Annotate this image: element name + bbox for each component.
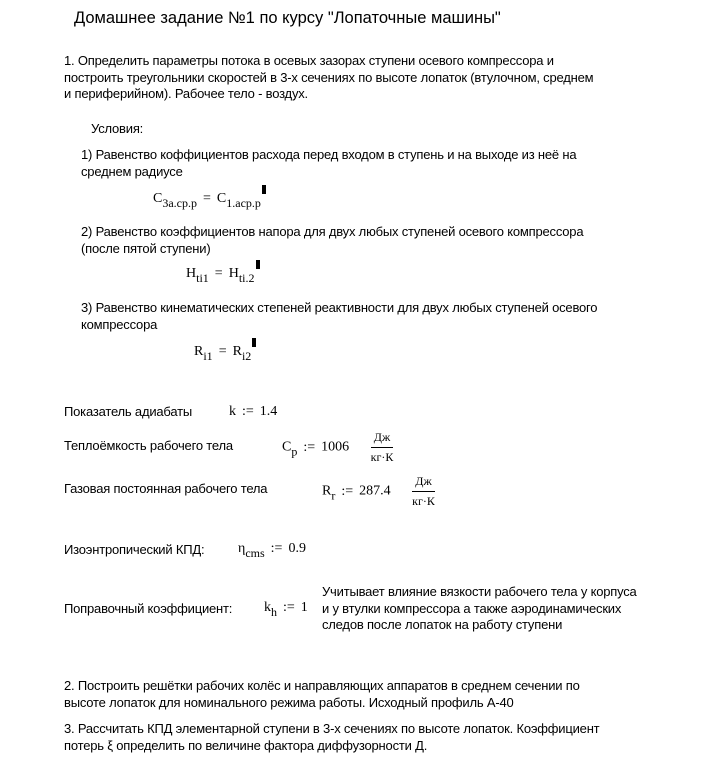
eq-rhs: R [232, 344, 242, 359]
condition-1-line: 1) Равенство коффициентов расхода перед входом в ступень и на выходе из неё на [81, 147, 577, 162]
task-1-line: построить треугольники скоростей в 3-х сечениях по высоте лопаток (втулочном, среднем [64, 69, 594, 85]
eq-lhs: H [186, 266, 197, 281]
param-kh-definition[interactable] [264, 600, 308, 620]
param-cp-label: Теплоёмкость рабочего тела [64, 438, 233, 453]
eq-lhs-sub: ti1 [196, 271, 209, 285]
eq-lhs-sub: i1 [203, 349, 213, 363]
param-k-label: Показатель адиабаты [64, 404, 193, 419]
task-2-line: высоте лопаток для номинального режима работы. Исходный профиль А-40 [64, 694, 514, 710]
condition-2-line: 2) Равенство коэффициентов напора для двух любых ступеней осевого компрессора [81, 224, 584, 239]
task-3-line: 3. Рассчитать КПД элементарной ступени в 3-х сечениях по высоте лопаток. Коэффициент [64, 721, 600, 736]
task-1 [64, 53, 593, 103]
param-rg-definition[interactable] [322, 474, 435, 509]
unit-fraction [412, 474, 435, 509]
note-line: Учитывает влияние вязкости рабочего тела у корпуса [322, 584, 637, 599]
assign-op: := [270, 541, 283, 556]
eq-rhs: H [228, 266, 239, 281]
var-name: k [229, 404, 236, 419]
equation-reaction-degree[interactable] [194, 344, 256, 364]
task-3 [64, 721, 599, 754]
var-value: 1006 [321, 439, 350, 455]
var-value: 1.4 [259, 404, 278, 419]
condition-1-line: среднем радиусе [81, 163, 183, 179]
eq-lhs: R [194, 344, 204, 359]
note-line: и у втулки компрессора а также аэродинамических [322, 600, 622, 616]
param-kh-label: Поправочный коэффициент: [64, 601, 233, 616]
param-cp-definition[interactable] [282, 430, 393, 465]
note-line: следов после лопаток на работу ступени [322, 617, 563, 632]
var-sub: cms [245, 546, 265, 560]
var-name: C [282, 439, 292, 455]
unit-num: Дж [412, 474, 434, 492]
eq-rhs: C [216, 191, 227, 206]
param-kh-note [322, 584, 637, 634]
condition-2-line: (после пятой ступени) [81, 240, 211, 256]
eq-op: = [214, 266, 223, 281]
text-cursor-icon [262, 185, 266, 194]
assign-op: := [283, 600, 295, 615]
var-name: k [264, 600, 271, 615]
eq-rhs-sub: ti.2 [238, 271, 255, 285]
assign-op: := [303, 439, 316, 455]
eq-op: = [203, 191, 211, 206]
param-rg-label: Газовая постоянная рабочего тела [64, 481, 268, 496]
condition-3 [81, 300, 597, 333]
eq-op: = [218, 344, 227, 359]
page-title: Домашнее задание №1 по курсу "Лопаточные машины" [74, 9, 501, 27]
assign-op: := [242, 404, 254, 419]
unit-den: кг·К [370, 450, 394, 464]
text-cursor-icon [252, 338, 256, 347]
condition-2 [81, 224, 583, 257]
var-sub: p [291, 444, 298, 459]
condition-3-line: 3) Равенство кинематических степеней реактивности для двух любых ступеней осевого [81, 300, 598, 315]
eq-rhs-sub: 1.acp.p [226, 196, 261, 210]
assign-op: := [341, 483, 354, 499]
var-sub: r [331, 488, 336, 503]
unit-num: Дж [371, 430, 393, 448]
conditions-heading: Условия: [91, 121, 144, 136]
task-1-line: 1. Определить параметры потока в осевых зазорах ступени осевого компрессора и [64, 53, 554, 68]
task-3-line: потерь ξ определить по величине фактора диффузорности Д. [64, 737, 428, 753]
param-eta-definition[interactable] [238, 541, 306, 561]
var-value: 287.4 [359, 483, 391, 499]
condition-3-line: компрессора [81, 316, 158, 332]
condition-1 [81, 147, 576, 180]
var-name: R [322, 483, 332, 499]
var-sub: h [271, 605, 277, 619]
var-name: η [238, 541, 246, 556]
eq-rhs-sub: i2 [241, 349, 252, 363]
param-k-definition[interactable] [229, 404, 277, 420]
eq-lhs: C [153, 191, 163, 206]
task-2-line: 2. Построить решётки рабочих колёс и направляющих аппаратов в среднем сечении по [64, 678, 580, 693]
text-cursor-icon [256, 260, 260, 269]
task-1-line: и периферийном). Рабочее тело - воздух. [64, 86, 308, 101]
task-2 [64, 678, 580, 711]
eq-lhs-sub: 3a.cp.p [162, 196, 197, 210]
unit-den: кг·К [412, 494, 435, 508]
var-value: 1 [300, 600, 308, 615]
equation-head-coefficient[interactable] [186, 266, 260, 286]
equation-flow-coefficient[interactable] [153, 191, 266, 211]
var-value: 0.9 [288, 541, 306, 556]
param-eta-label: Изоэнтропический КПД: [64, 542, 205, 557]
unit-fraction [371, 430, 394, 465]
